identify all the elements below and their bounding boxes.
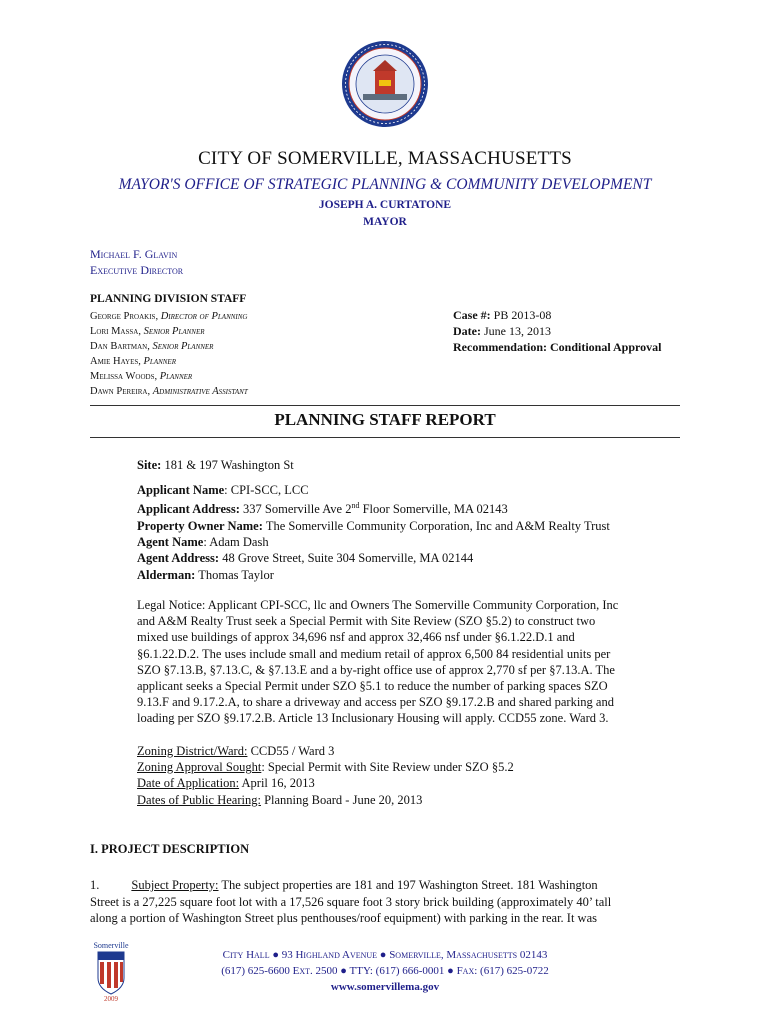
case-date: Date: June 13, 2013 (453, 324, 551, 338)
case-info (453, 307, 661, 355)
staff-member: George Proakis, Director of Planning (90, 311, 248, 322)
report-title: PLANNING STAFF REPORT (274, 410, 496, 429)
case-number: Case #: PB 2013-08 (453, 308, 552, 322)
hearing-dates: Dates of Public Hearing: Planning Board - June 20, 2013 (137, 792, 423, 807)
site-line: Site: 181 & 197 Washington St (137, 458, 294, 472)
svg-text:2009: 2009 (104, 995, 118, 1002)
executive-director-title: Executive Director (90, 263, 184, 277)
city-seal-logo (341, 40, 429, 128)
office-name: MAYOR'S OFFICE OF STRATEGIC PLANNING & COMMUNITY DEVELOPMENT (118, 176, 652, 193)
project-description: 1. Subject Property: The subject properties are 181 and 197 Washington Street. 181 Washington Street is a 27,225 square foot lot with a 17,526 square foot 3 story brick building (approximately 40’ tall along a portion of Washington Street plus penthouses/roof equipment) with parking in the rear. It was (90, 878, 612, 925)
staff-member: Melissa Woods, Planner (90, 371, 193, 382)
staff-member: Dan Bartman, Senior Planner (90, 341, 214, 352)
staff-list (90, 309, 248, 399)
divider-top (90, 405, 680, 406)
staff-member: Dawn Pereira, Administrative Assistant (90, 386, 248, 397)
zoning-district: Zoning District/Ward: CCD55 / Ward 3 (137, 744, 335, 758)
executive-director-name: Michael F. Glavin (90, 247, 178, 261)
section-heading: I. PROJECT DESCRIPTION (90, 842, 250, 856)
footer (0, 947, 770, 995)
alderman: Alderman: Thomas Taylor (137, 567, 274, 582)
legal-notice: Legal Notice: Applicant CPI-SCC, llc and Owners The Somerville Community Corporation, Inc and A&M Realty Trust seek a Special Permit with Site Review (SZO §5.2) to construct two mixed use buildings of approx 34,696 nsf and approx 32,466 nsf under §6.1.22.D.1 and §6.1.22.D.2. The uses include small and medium retail of approx 6,500 84 residential units per SZO §7.13.B, §7.13.C, & §7.13.E and a by-right office use of approx 2,770 sf per §7.13.A. The applicant seeks a Special Permit under SZO §5.1 to reduce the number of parking spaces SZO 9.13.F and 9.17.2.A, to share a driveway and access per SZO §9.17.2.B and shared parking and loading per SZO §9.17.2.B. Article 13 Inclusionary Housing will apply. CCD55 zone. Ward 3. (137, 598, 619, 726)
divider-bottom (90, 437, 680, 438)
property-owner: Property Owner Name: The Somerville Community Corporation, Inc and A&M Realty Trust (137, 518, 610, 533)
application-date: Date of Application: April 16, 2013 (137, 776, 315, 791)
svg-text:Somerville: Somerville (93, 941, 129, 950)
staff-member: Lori Massa, Senior Planner (90, 326, 205, 337)
applicant-block (137, 482, 610, 583)
case-recommendation: Recommendation: Conditional Approval (453, 340, 662, 354)
zoning-block (137, 743, 514, 808)
applicant-address: Applicant Address: 337 Somerville Ave 2nd Floor Somerville, MA 02143 (137, 501, 508, 517)
footer-address: City Hall ● 93 Highland Avenue ● Somerville, Massachusetts 02143 (222, 949, 548, 961)
zoning-approval: Zoning Approval Sought: Special Permit with Site Review under SZO §5.2 (137, 760, 514, 775)
staff-heading: PLANNING DIVISION STAFF (90, 293, 247, 305)
mayor-title: MAYOR (363, 216, 407, 228)
agent-address: Agent Address: 48 Grove Street, Suite 304 Somerville, MA 02144 (137, 551, 474, 566)
agent-name: Agent Name: Adam Dash (137, 535, 269, 550)
staff-member: Amie Hayes, Planner (90, 356, 176, 367)
city-title: CITY OF SOMERVILLE, MASSACHUSETTS (198, 148, 572, 169)
applicant-name: Applicant Name: CPI-SCC, LCC (137, 483, 309, 497)
footer-website-link[interactable]: www.somervillema.gov (330, 981, 440, 993)
footer-phone: (617) 625-6600 Ext. 2500 ● TTY: (617) 666-0001 ● Fax: (617) 625-0722 (221, 965, 549, 977)
mayor-name: JOSEPH A. CURTATONE (318, 199, 452, 211)
